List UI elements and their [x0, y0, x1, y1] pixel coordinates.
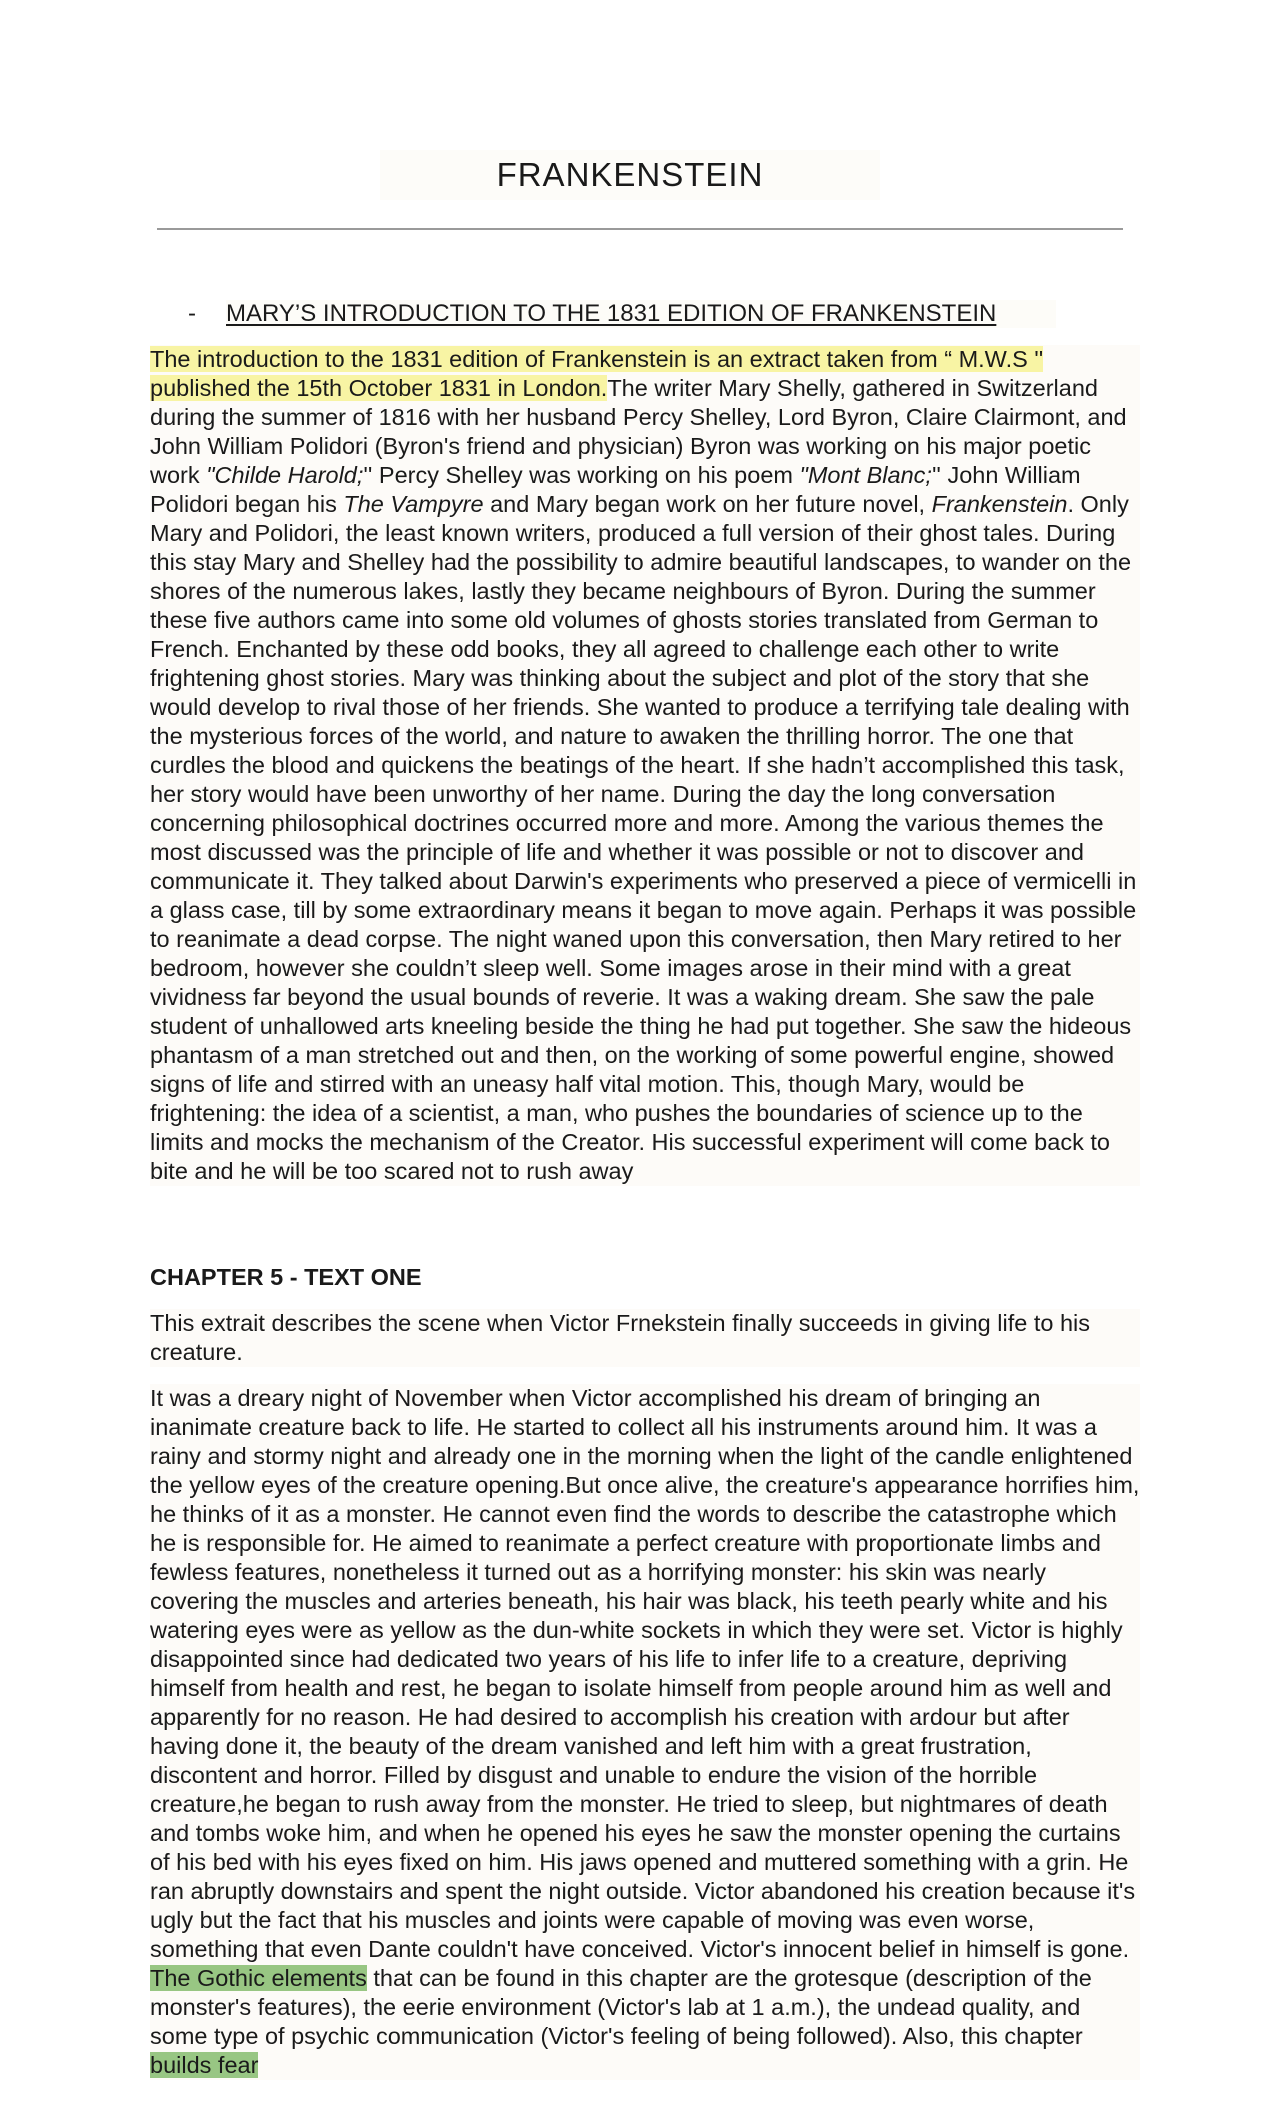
intro-paragraph [150, 345, 1140, 1186]
chapter-heading: CHAPTER 5 - TEXT ONE [150, 1264, 422, 1290]
intro-text-c: '' John William Polidori began his [150, 462, 1081, 517]
intro-text-b: '' Percy Shelley was working on his poem [363, 462, 800, 488]
title-the-vampyre: The Vampyre [343, 491, 484, 517]
title-mont-blanc: "Mont Blanc; [799, 462, 932, 488]
title-divider [157, 228, 1123, 230]
highlight-gothic-elements: The Gothic elements [150, 1965, 367, 1991]
highlight-intro-source: The introduction to the 1831 edition of Frankenstein is an extract taken from “ M.W.S '' published the 15th October 1831 in London. [150, 346, 1044, 401]
document-title: FRANKENSTEIN [380, 150, 880, 200]
intro-text-a: The writer Mary Shelly, gathered in Switzerland during the summer of 1816 with her husband Percy Shelley, Lord Byron, Claire Clairmont, and John William Polidori (Byron's friend and physician) Byron was working on his major poetic work [150, 375, 1127, 488]
chapter-intro: This extrait describes the scene when Victor Frnekstein finally succeeds in giving life to his creature. [150, 1309, 1140, 1367]
intro-text-d: and Mary began work on her future novel, [483, 491, 932, 517]
highlight-builds-fear: builds fear [150, 2052, 259, 2078]
section-heading-intro: MARY’S INTRODUCTION TO THE 1831 EDITION OF FRANKENSTEIN [226, 300, 1056, 328]
chapter-paragraph [150, 1384, 1140, 2080]
chapter-text-b: that can be found in this chapter are the grotesque (description of the monster's features), the eerie environment (Victor's lab at 1 a.m.), the undead quality, and some type of psychic communication (Victor's feeling of being followed). Also, this chapter [150, 1965, 1092, 2049]
title-frankenstein: Frankenstein [931, 491, 1068, 517]
title-childe-harold: "Childe Harold; [206, 462, 364, 488]
intro-text-e: . Only Mary and Polidori, the least known writers, produced a full version of their ghost tales. During this stay Mary and Shelley had the possibility to admire beautiful landscapes, to wander on the shores of the numerous lakes, lastly they became neighbours of Byron. During the summer these five authors came into some old volumes of ghosts stories translated from German to French. Enchanted by these odd books, they all agreed to challenge each other to write frightening ghost stories. Mary was thinking about the subject and plot of the story that she would develop to rival those of her friends. She wanted to produce a terrifying tale dealing with the mysterious forces of the world, and nature to awaken the thrilling horror. The one that curdles the blood and quickens the beatings of the heart. If she hadn’t accomplished this task, her story would have been unworthy of her name. During the day the long conversation concerning philosophical doctrines occurred more and more. Among the various themes the most discussed was the principle of life and whether it was possible or not to discover and communicate it. They talked about Darwin's experiments who preserved a piece of vermicelli in a glass case, till by some extraordinary means it began to move again. Perhaps it was possible to reanimate a dead corpse. The night waned upon this conversation, then Mary retired to her bedroom, however she couldn’t sleep well. Some images arose in their mind with a great vividness far beyond the usual bounds of reverie. It was a waking dream. She saw the pale student of unhallowed arts kneeling beside the thing he had put together. She saw the hideous phantasm of a man stretched out and then, on the working of some powerful engine, showed signs of life and stirred with an uneasy half vital motion. This, though Mary, would be frightening: the idea of a scientist, a man, who pushes the boundaries of science up to the limits and mocks the mechanism of the Creator. His successful experiment will come back to bite and he will be too scared not to rush away [150, 491, 1137, 1184]
chapter-text-a: It was a dreary night of November when Victor accomplished his dream of bringing an inanimate creature back to life. He started to collect all his instruments around him. It was a rainy and stormy night and already one in the morning when the light of the candle enlightened the yellow eyes of the creature opening.But once alive, the creature's appearance horrifies him, he thinks of it as a monster. He cannot even find the words to describe the catastrophe which he is responsible for. He aimed to reanimate a perfect creature with proportionate limbs and fewless features, nonetheless it turned out as a horrifying monster: his skin was nearly covering the muscles and arteries beneath, his hair was black, his teeth pearly white and his watering eyes were as yellow as the dun-white sockets in which they were set. Victor is highly disappointed since had dedicated two years of his life to infer life to a creature, depriving himself from health and rest, he began to isolate himself from people around him as well and apparently for no reason. He had desired to accomplish his creation with ardour but after having done it, the beauty of the dream vanished and left him with a great frustration, discontent and horror. Filled by disgust and unable to endure the vision of the horrible creature,he began to rush away from the monster. He tried to sleep, but nightmares of death and tombs woke him, and when he opened his eyes he saw the monster opening the curtains of his bed with his eyes fixed on him. His jaws opened and muttered something with a grin. He ran abruptly downstairs and spent the night outside. Victor abandoned his creation because it's ugly but the fact that his muscles and joints were capable of moving was even worse, something that even Dante couldn't have conceived. Victor's innocent belief in himself is gone. [150, 1385, 1140, 1962]
bullet-marker: - [188, 300, 196, 327]
